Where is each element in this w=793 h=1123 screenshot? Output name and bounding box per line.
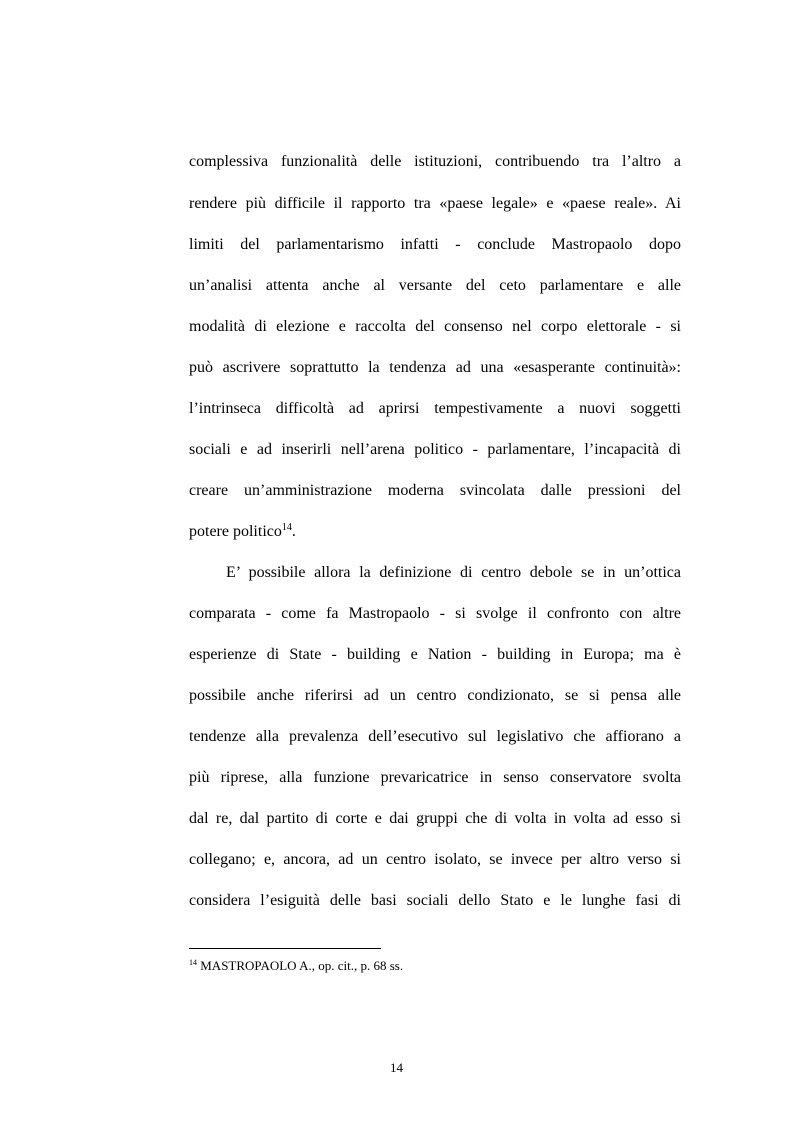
text-line: comparata - come fa Mastropaolo - si svolge il confronto con altre [189,605,681,622]
text-fragment: . [291,523,296,540]
text-line: rendere più difficile il rapporto tra «paese legale» e «paese reale». Ai [189,195,681,212]
text-line: limiti del parlamentarismo infatti - conclude Mastropaolo dopo [189,236,681,253]
text-line: complessiva funzionalità delle istituzioni, contribuendo tra l’altro a [189,153,681,170]
text-line: collegano; e, ancora, ad un centro isolato, se invece per altro verso si [189,851,681,868]
text-line: un’analisi attenta anche al versante del ceto parlamentare e alle [189,277,681,294]
text-line: considera l’esiguità delle basi sociali dello Stato e le lunghe fasi di [189,892,681,909]
footnote-number: 14 [189,958,197,967]
text-line: E’ possibile allora la definizione di centro debole se in un’ottica [226,564,681,581]
text-line: esperienze di State - building e Nation - building in Europa; ma è [189,646,681,663]
footnote [189,958,403,974]
text-line: più riprese, alla funzione prevaricatrice in senso conservatore svolta [189,769,681,786]
page-number: 14 [390,1060,403,1075]
text-line: può ascrivere soprattutto la tendenza ad una «esasperante continuità»: [189,359,681,376]
text-line: l’intrinseca difficoltà ad aprirsi tempestivamente a nuovi soggetti [189,400,681,417]
text-line: sociali e ad inserirli nell’arena politico - parlamentare, l’incapacità di [189,441,681,458]
text-line-last [189,522,681,542]
text-line: possibile anche riferirsi ad un centro condizionato, se si pensa alle [189,687,681,704]
text-line: modalità di elezione e raccolta del consenso nel corpo elettorale - si [189,318,681,335]
text-line: creare un’amministrazione moderna svincolata dalle pressioni del [189,482,681,499]
text-line: tendenze alla prevalenza dell’esecutivo sul legislativo che affiorano a [189,728,681,745]
footnote-text: MASTROPAOLO A., op. cit., p. 68 ss. [197,958,404,973]
footnote-reference: 14 [281,522,292,533]
text-fragment: potere politico [189,523,282,540]
footnote-separator [189,948,381,949]
text-line: dal re, dal partito di corte e dai gruppi che di volta in volta ad esso si [189,810,681,827]
